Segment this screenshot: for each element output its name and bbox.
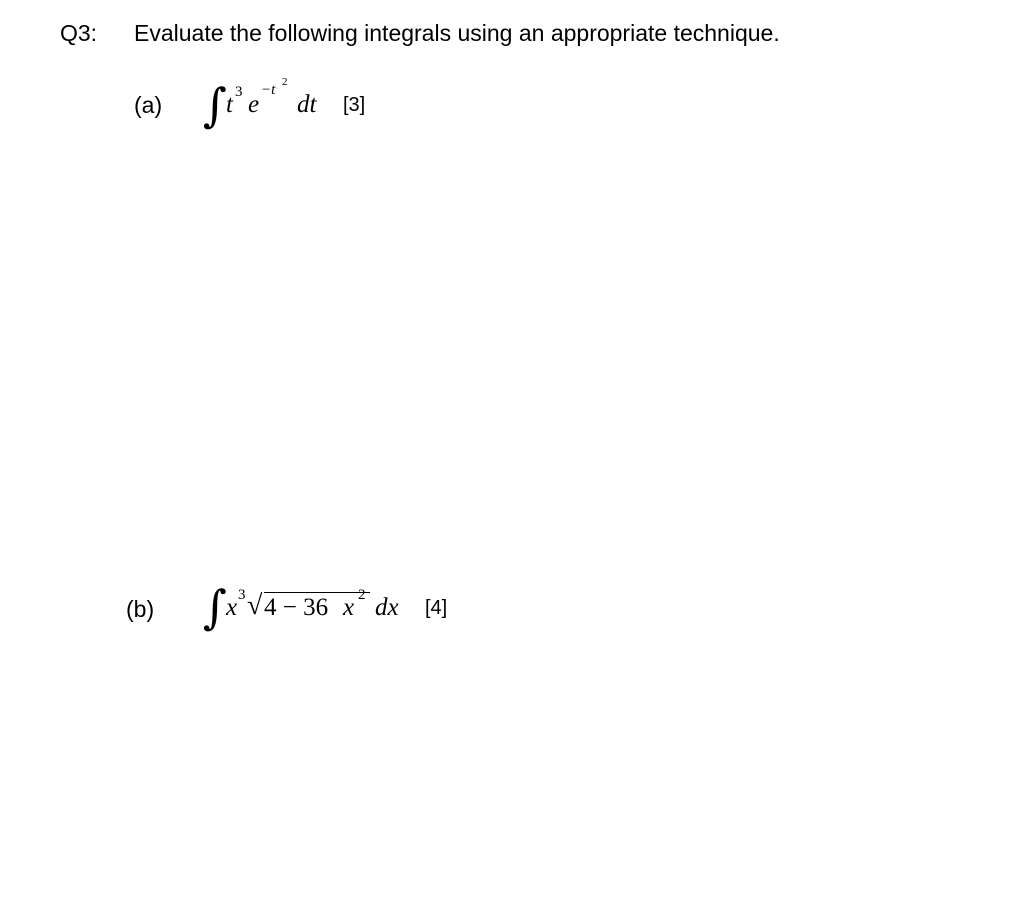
question-number: Q3: [60,20,98,46]
part-a-base: t [226,91,233,118]
part-a-exp-power: −t [261,82,276,98]
part-a-differential: dt [297,91,317,118]
part-b-radicand-var: x [343,594,355,621]
part-a-exp-power-sup: 2 [282,76,288,88]
part-a-power: 3 [235,84,243,100]
part-b-radicand-const: 4 − 36 [264,594,329,621]
integral-sign-icon: ∫ [203,580,227,634]
part-a-marks: [3] [343,94,366,116]
part-b-marks: [4] [425,597,448,619]
part-a-label: (a) [134,92,163,118]
part-a-exp-base: e [248,91,260,118]
part-b-differential: dx [375,594,399,621]
part-b-power: 3 [238,587,246,603]
part-b-radicand-power: 2 [358,587,366,603]
question-instruction: Evaluate the following integrals using an appropriate technique. [134,20,780,46]
integral-sign-icon: ∫ [203,78,227,132]
part-b-base: x [226,594,238,621]
part-b-label: (b) [126,596,155,622]
radical-icon: √ [247,590,263,621]
